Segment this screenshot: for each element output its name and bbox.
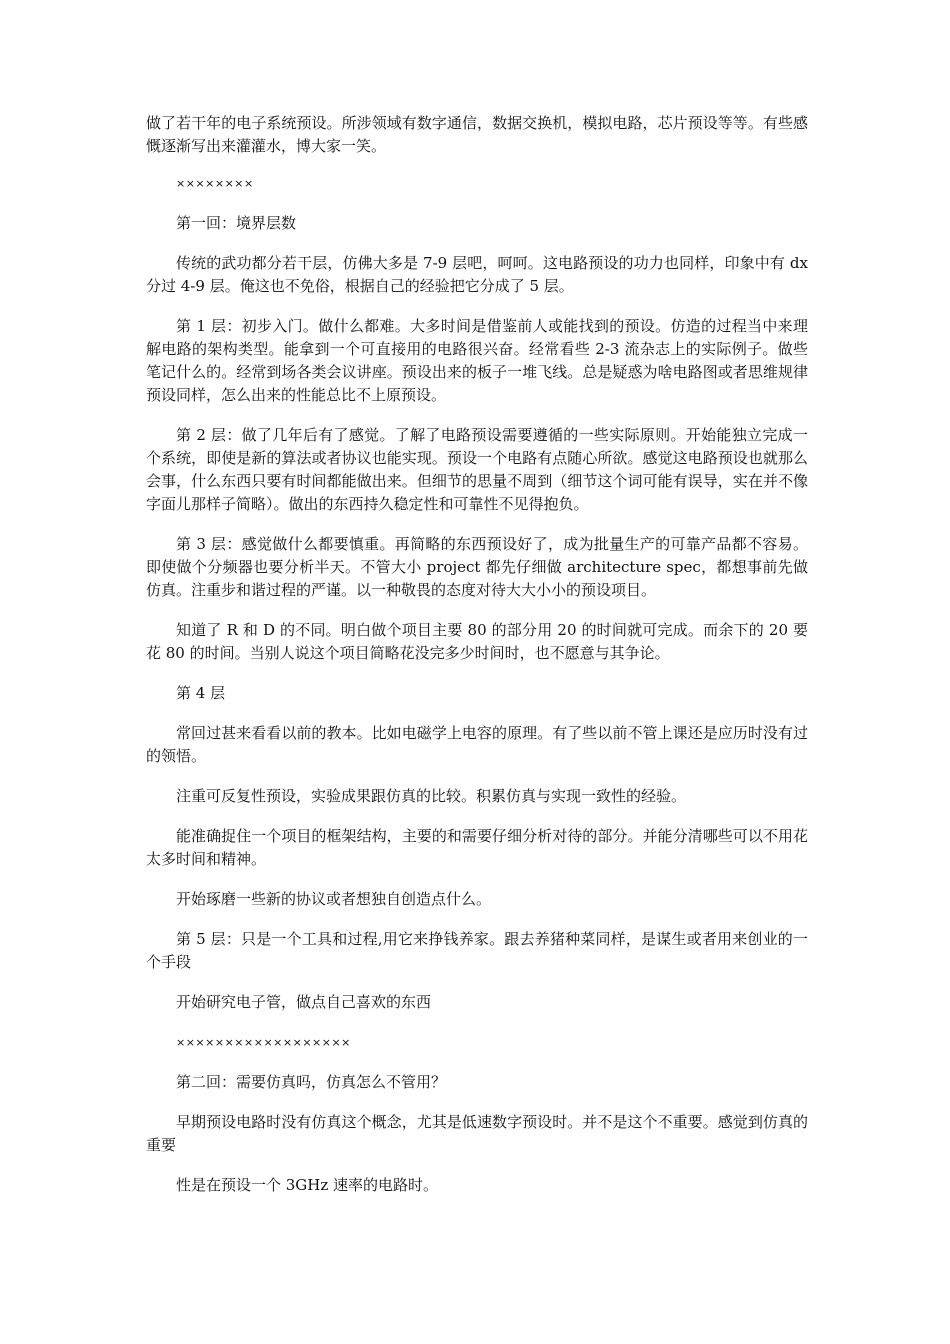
level-2-paragraph: 第 2 层：做了几年后有了感觉。了解了电路预设需要遵循的一些实际原则。开始能独立完成一个系统，即使是新的算法或者协议也能实现。预设一个电路有点随心所欲。感觉这电路预设也就那么会事，什么东西只要有时间都能做出来。但细节的思量不周到（细节这个词可能有误导，实在并不像字面儿那样子简略）。做出的东西持久稳定性和可靠性不见得抱负。 bbox=[146, 426, 808, 513]
intro-paragraph: 做了若干年的电子系统预设。所涉领域有数字通信，数据交换机，模拟电路，芯片预设等等。有些感慨逐渐写出来灌灌水，博大家一笑。 bbox=[146, 114, 808, 155]
chapter-2-title: 第二回：需要仿真吗，仿真怎么不管用？ bbox=[176, 1073, 447, 1091]
level-5-paragraph: 第 5 层：只是一个工具和过程,用它来挣钱养家。跟去养猪种菜同样，是谋生或者用来创业的一个手段 bbox=[146, 930, 808, 971]
chapter-1-title: 第一回：境界层数 bbox=[176, 214, 297, 232]
level-4-paragraph-1: 常回过甚来看看以前的教本。比如电磁学上电容的原理。有了些以前不管上课还是应历时没有过的领悟。 bbox=[146, 724, 808, 765]
level-5-extra-paragraph: 开始研究电子管，做点自己喜欢的东西 bbox=[176, 993, 432, 1011]
separator-line: ×××××××× bbox=[176, 177, 254, 190]
level-3-extra-paragraph: 知道了 R 和 D 的不同。明白做个项目主要 80 的部分用 20 的时间就可完成。而余下的 20 要花 80 的时间。当别人说这个项目简略花没完多少时间时，也不愿意与其争论。 bbox=[146, 621, 808, 662]
level-4-paragraph-4: 开始琢磨一些新的协议或者想独自创造点什么。 bbox=[176, 890, 492, 908]
level-1-paragraph: 第 1 层：初步入门。做什么都难。大多时间是借鉴前人或能找到的预设。仿造的过程当中来理解电路的架构类型。能拿到一个可直接用的电路很兴奋。经常看些 2-3 流杂志上的实际例子。做些笔记什么的。经常到场各类会议讲座。预设出来的板子一堆飞线。总是疑惑为啥电路图或者思维规律预设同样，怎么出来的性能总比不上原预设。 bbox=[146, 317, 808, 404]
level-4-paragraph-3: 能准确捉住一个项目的框架结构，主要的和需要仔细分析对待的部分。并能分清哪些可以不用花太多时间和精神。 bbox=[146, 827, 808, 868]
document-page bbox=[146, 112, 808, 1214]
level-3-paragraph: 第 3 层：感觉做什么都要慎重。再简略的东西预设好了，成为批量生产的可靠产品都不容易。即使做个分频器也要分析半天。不管大小 project 都先仔细做 architecture spec，都想事前先做仿真。注重步和谐过程的严谨。以一种敬畏的态度对待大大小小的预设项目。 bbox=[146, 535, 808, 599]
chapter-2-paragraph-2: 性是在预设一个 3GHz 速率的电路时。 bbox=[176, 1176, 439, 1194]
level-4-paragraph-2: 注重可反复性预设，实验成果跟仿真的比较。积累仿真与实现一致性的经验。 bbox=[176, 787, 687, 805]
separator-line-2: ×××××××××××××××××× bbox=[176, 1036, 351, 1049]
chapter-2-paragraph-1: 早期预设电路时没有仿真这个概念，尤其是低速数字预设时。并不是这个不重要。感觉到仿真的重要 bbox=[146, 1113, 808, 1154]
level-4-title: 第 4 层 bbox=[176, 684, 226, 702]
chapter-1-intro: 传统的武功都分若干层，仿佛大多是 7-9 层吧，呵呵。这电路预设的功力也同样，印象中有 dx 分过 4-9 层。俺这也不免俗，根据自己的经验把它分成了 5 层。 bbox=[146, 254, 808, 295]
